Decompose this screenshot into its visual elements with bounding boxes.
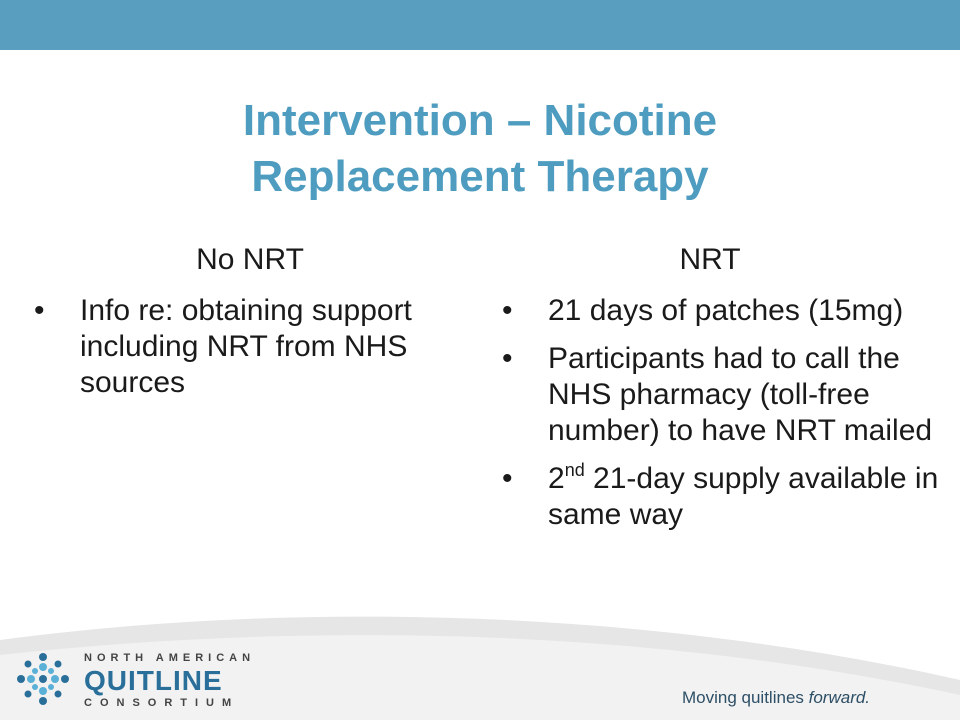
bullet-icon: • bbox=[34, 294, 45, 327]
bullet-text: Participants had to call the NHS pharmacy (toll-free number) to have NRT mailed bbox=[548, 342, 933, 447]
left-column-heading: No NRT bbox=[196, 243, 304, 276]
logo-text-quitline: QUITLINE bbox=[84, 665, 223, 696]
bullet-icon: • bbox=[502, 462, 513, 495]
right-bullet-list bbox=[502, 293, 942, 545]
quitline-logo bbox=[12, 648, 292, 710]
tagline-emphasis: forward. bbox=[808, 688, 871, 707]
slide-title bbox=[0, 93, 960, 205]
logo-text-north-american: NORTH AMERICAN bbox=[84, 652, 256, 664]
bullet-text: 21 days of patches (15mg) bbox=[548, 294, 904, 327]
slide-title-line-2: Replacement Therapy bbox=[251, 152, 709, 201]
slide-title-line-1: Intervention – Nicotine bbox=[242, 96, 718, 145]
list-item bbox=[502, 293, 942, 329]
list-item bbox=[502, 461, 942, 533]
ordinal-suffix: nd bbox=[564, 460, 585, 480]
bullet-text: Info re: obtaining support including NRT from NHS sources bbox=[80, 294, 412, 399]
bullet-icon: • bbox=[502, 294, 513, 327]
right-column-heading: NRT bbox=[679, 243, 741, 276]
list-item bbox=[502, 341, 942, 449]
quitline-snowflake-icon bbox=[12, 648, 74, 710]
list-item bbox=[34, 293, 464, 401]
footer-tagline bbox=[682, 688, 870, 708]
bullet-text-rest: 21-day supply available in same way bbox=[548, 462, 939, 531]
ordinal-number: 2 bbox=[548, 462, 565, 495]
bullet-icon: • bbox=[502, 342, 513, 375]
bullet-text bbox=[548, 462, 938, 531]
top-banner bbox=[0, 0, 960, 50]
logo-text-consortium: CONSORTIUM bbox=[84, 697, 240, 709]
left-bullet-list bbox=[34, 293, 464, 413]
tagline-text: Moving quitlines bbox=[682, 688, 809, 707]
